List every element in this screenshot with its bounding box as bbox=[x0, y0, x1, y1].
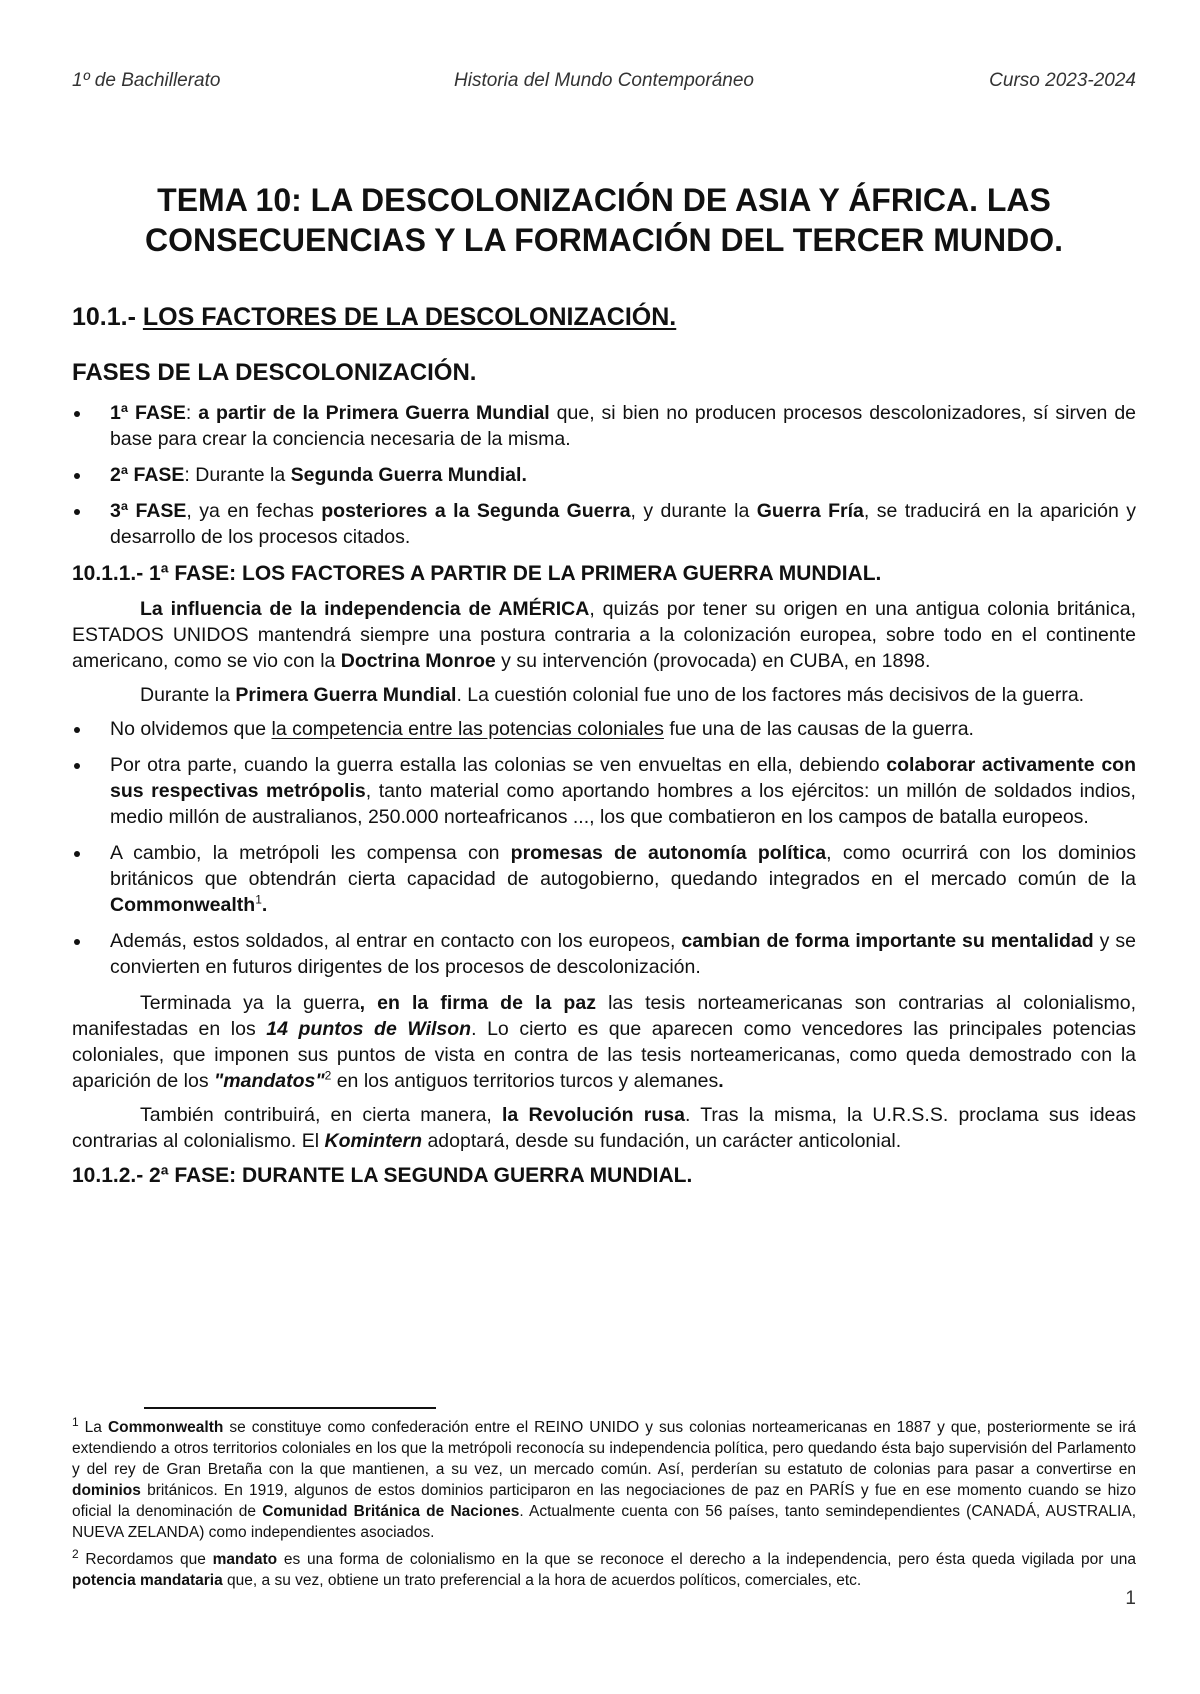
page-number: 1 bbox=[1125, 1588, 1136, 1609]
title-line-2: CONSECUENCIAS Y LA FORMACIÓN DEL TERCER MUNDO. bbox=[145, 222, 1063, 258]
list-item: 3ª FASE, ya en fechas posteriores a la Segunda Guerra, y durante la Guerra Fría, se traducirá en la aparición y desarrollo de los procesos citados. bbox=[72, 498, 1136, 550]
bullet-icon bbox=[74, 509, 80, 515]
page-body bbox=[72, 180, 1136, 1198]
bullet-icon bbox=[74, 763, 80, 769]
footnotes bbox=[72, 1414, 1137, 1597]
bullet-icon bbox=[74, 727, 80, 733]
subsection-heading-1: 10.1.1.- 1ª FASE: LOS FACTORES A PARTIR DE LA PRIMERA GUERRA MUNDIAL. bbox=[72, 562, 882, 585]
footnote-ref[interactable]: 1 bbox=[255, 892, 262, 907]
paragraph: Durante la Primera Guerra Mundial. La cuestión colonial fue uno de los factores más decisivos de la guerra. bbox=[140, 684, 1085, 706]
page-header bbox=[72, 70, 1136, 94]
paragraph: Terminada ya la guerra, en la firma de la paz las tesis norteamericanas son contrarias al colonialismo, manifestadas en los 14 puntos de Wilson. Lo cierto es que aparecen como vencedores las principales potencias coloniales, que imponen sus puntos de vista en contra de las tesis norteamericanas, como queda demostrado con la aparición de los "mandatos"$^2$ en los antiguos territorios turcos y alemanes. bbox=[72, 992, 1137, 1092]
list-item: No olvidemos que la competencia entre las potencias coloniales fue una de las causas de la guerra. bbox=[72, 716, 1136, 742]
bullet-icon bbox=[74, 411, 80, 417]
header-year: Curso 2023-2024 bbox=[989, 70, 1136, 91]
paragraph: La influencia de la independencia de AMÉRICA, quizás por tener su origen en una antigua colonia británica, ESTADOS UNIDOS mantendrá siempre una postura contraria a la colonización europea, sobre todo en el continente americano, como se vio con la Doctrina Monroe y su intervención (provocada) en CUBA, en 1898. bbox=[72, 598, 1136, 672]
phases-heading: FASES DE LA DESCOLONIZACIÓN. bbox=[72, 359, 477, 386]
footnote-separator bbox=[144, 1407, 436, 1409]
list-item: 1ª FASE: a partir de la Primera Guerra Mundial que, si bien no producen procesos descolonizadores, sí sirven de base para crear la conciencia necesaria de la misma. bbox=[72, 400, 1136, 452]
section-heading bbox=[72, 302, 1136, 332]
section-title: LOS FACTORES DE LA DESCOLONIZACIÓN. bbox=[142, 303, 677, 331]
list-item: Por otra parte, cuando la guerra estalla las colonias se ven envueltas en ella, debiendo colaborar activamente con sus respectivas metrópolis, tanto material como aportando hombres a los ejércitos: un millón de soldados indios, medio millón de australianos, 250.000 norteafricanos ..., los que combatieron en los campos de batalla europeos. bbox=[72, 752, 1136, 830]
list-item: A cambio, la metrópoli les compensa con promesas de autonomía política, como ocurrirá con los dominios británicos que obtendrán cierta capacidad de autogobierno, quedando integrados en el mercado común de la Commonwealth$^1$. bbox=[72, 840, 1136, 918]
footnote-ref[interactable]: 2 bbox=[324, 1068, 332, 1083]
header-course: 1º de Bachillerato bbox=[72, 70, 221, 91]
bullet-icon bbox=[74, 939, 80, 945]
list-item: 2ª FASE: Durante la Segunda Guerra Mundial. bbox=[72, 462, 1136, 488]
document-title bbox=[72, 180, 1136, 260]
subsection-heading-2: 10.1.2.- 2ª FASE: DURANTE LA SEGUNDA GUERRA MUNDIAL. bbox=[72, 1164, 693, 1187]
phases-list bbox=[72, 400, 1136, 550]
title-line-1: TEMA 10: LA DESCOLONIZACIÓN DE ASIA Y ÁFRICA. LAS bbox=[157, 182, 1051, 218]
bullet-icon bbox=[74, 473, 80, 479]
paragraph: También contribuirá, en cierta manera, la Revolución rusa. Tras la misma, la U.R.S.S. proclama sus ideas contrarias al colonialismo. El Komintern adoptará, desde su fundación, un carácter anticolonial. bbox=[72, 1104, 1136, 1152]
list-item: Además, estos soldados, al entrar en contacto con los europeos, cambian de forma importante su mentalidad y se convierten en futuros dirigentes de los procesos de descolonización. bbox=[72, 928, 1136, 980]
section-number: 10.1.- bbox=[72, 303, 143, 331]
footnote-2: $^2$ Recordamos que mandato es una forma de colonialismo en la que se reconoce el derecho a la independencia, pero ésta queda vigilada por una potencia mandataria que, a su vez, obtiene un trato preferencial a la hora de acuerdos políticos, comerciales, etc. bbox=[72, 1546, 1136, 1589]
factors-list bbox=[72, 716, 1136, 980]
footnote-1: $^1$ La Commonwealth se constituye como confederación entre el REINO UNIDO y sus colonias norteamericanas en 1887 y que, posteriormente se irá extendiendo a otros territorios coloniales en los que la metrópoli reconocía su independencia política, pero quedando ésta bajo supervisión del Parlamento y del rey de Gran Bretaña con la que mantienen, a su vez, un mercado común. Así, perderían su estatuto de colonias para pasar a convertirse en dominios británicos. En 1919, algunos de estos dominios participaron en las negociaciones de paz en PARÍS y fue en ese momento cuando se hizo oficial la denominación de Comunidad Británica de Naciones. Actualmente cuenta con 56 países, tanto semindependientes (CANADÁ, AUSTRALIA, NUEVA ZELANDA) como independientes asociados. bbox=[72, 1414, 1137, 1541]
bullet-icon bbox=[74, 851, 80, 857]
header-subject: Historia del Mundo Contemporáneo bbox=[454, 70, 754, 91]
